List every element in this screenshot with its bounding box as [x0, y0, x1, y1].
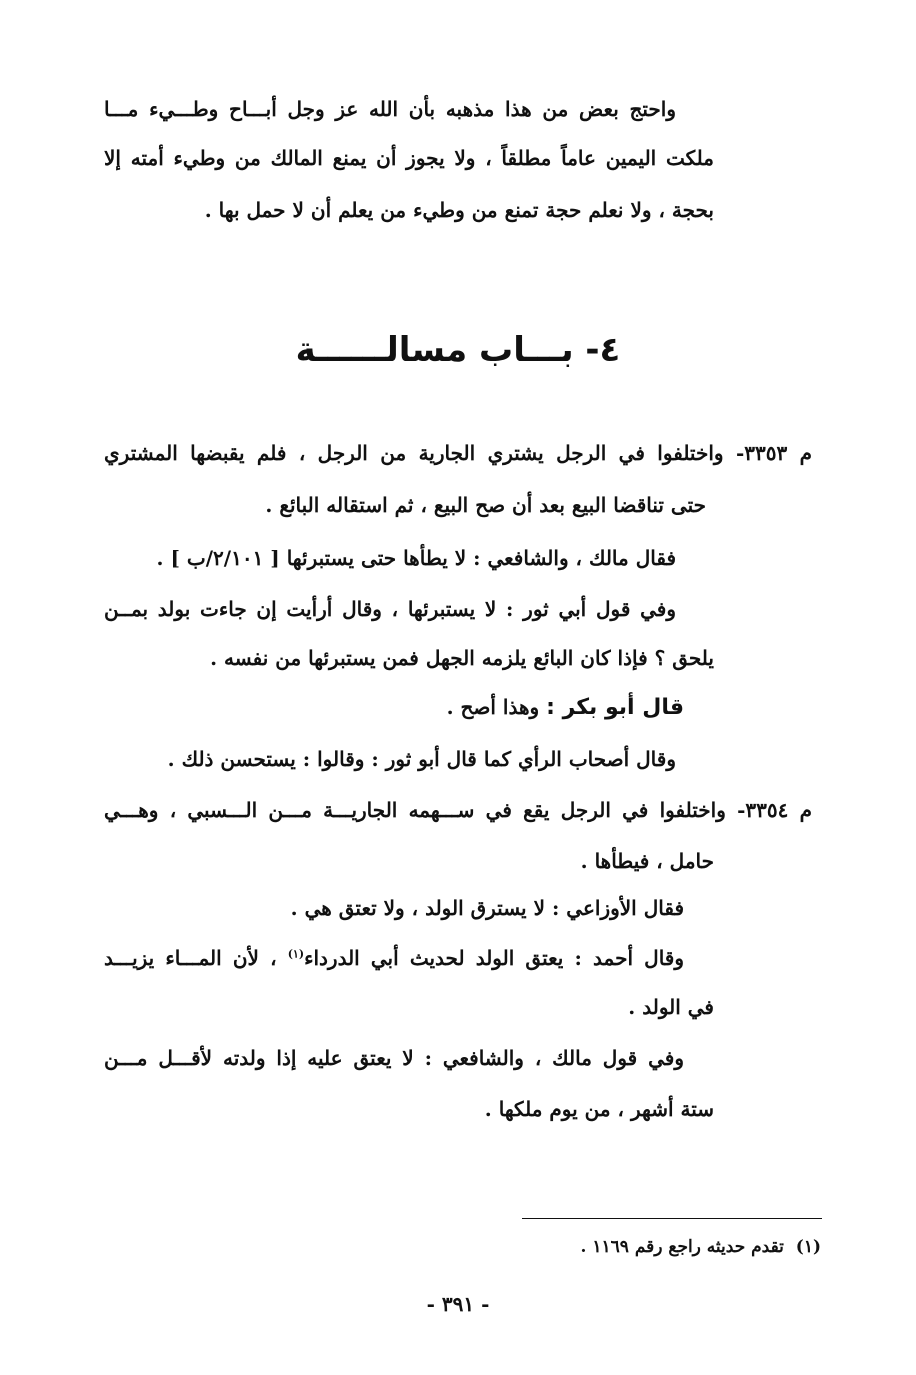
issue-3354-line-1: م ٣٣٥٤- واختلفوا في الرجل يقع في ســـهمه الجاريـــة مـــن الـــسبي ، وهـــي: [104, 798, 812, 822]
issue-3354-line-7: ستة أشهر ، من يوم ملكها .: [484, 1097, 714, 1121]
issue-3353-line-7: وقال أصحاب الرأي كما قال أبو ثور : وقالوا : يستحسن ذلك .: [167, 747, 676, 771]
issue-3353-line-3: فقال مالك ، والشافعي : لا يطأها حتى يستبرئها [ ٢/١٠١/ب ] .: [156, 546, 676, 570]
footnote-divider: [522, 1218, 822, 1219]
issue-3353-line-5: يلحق ؟ فإذا كان البائع يلزمه الجهل فمن يستبرئها من نفسه .: [210, 646, 714, 670]
issue-3354-line-2: حامل ، فيطأها .: [580, 849, 714, 873]
issue-3353-line-2: حتى تناقضا البيع بعد أن صح البيع ، ثم استقاله البائع .: [265, 493, 706, 517]
issue-3353-line-4: وفي قول أبي ثور : لا يستبرئها ، وقال أرأيت إن جاءت بولد بمــن: [104, 597, 676, 621]
footnote-marker: (١): [795, 1237, 821, 1257]
footnote-reference[interactable]: (١): [287, 947, 305, 961]
ahmad-opinion-part-1: وقال أحمد : يعتق الولد لحديث أبي الدرداء: [304, 946, 685, 970]
paragraph-1-line-3: بحجة ، ولا نعلم حجة تمنع من وطيء من يعلم أن لا حمل بها .: [204, 198, 714, 222]
section-heading: ٤- بـــاب مسالــــــة: [295, 330, 621, 370]
issue-3354-line-4: [104, 943, 684, 973]
abu-bakr-opinion: وهذا أصح .: [446, 695, 547, 719]
ahmad-opinion-part-2: ، لأن المـــاء يزيـــد: [104, 946, 288, 970]
issue-3354-line-5: في الولد .: [628, 995, 714, 1019]
page-number: - ٣٩١ -: [426, 1292, 490, 1316]
issue-3354-line-3: فقال الأوزاعي : لا يسترق الولد ، ولا تعتق هي .: [290, 896, 684, 920]
paragraph-1-line-2: ملكت اليمين عاماً مطلقاً ، ولا يجوز أن يمنع المالك من وطيء أمته إلا: [104, 146, 714, 170]
footnote-text: تقدم حديثه راجع رقم ١١٦٩ .: [580, 1237, 784, 1257]
issue-3354-line-6: وفي قول مالك ، والشافعي : لا يعتق عليه إذا ولدته لأقـــل مـــن: [104, 1046, 684, 1070]
footnote: [581, 1234, 821, 1260]
issue-3353-line-1: م ٣٣٥٣- واختلفوا في الرجل يشتري الجارية من الرجل ، فلم يقبضها المشتري: [104, 441, 812, 465]
issue-3353-line-6: [400, 690, 684, 724]
paragraph-1-line-1: واحتج بعض من هذا مذهبه بأن الله عز وجل أبـــاح وطـــيء مـــا: [104, 97, 676, 121]
abu-bakr-label: قال أبو بكر :: [546, 695, 684, 720]
